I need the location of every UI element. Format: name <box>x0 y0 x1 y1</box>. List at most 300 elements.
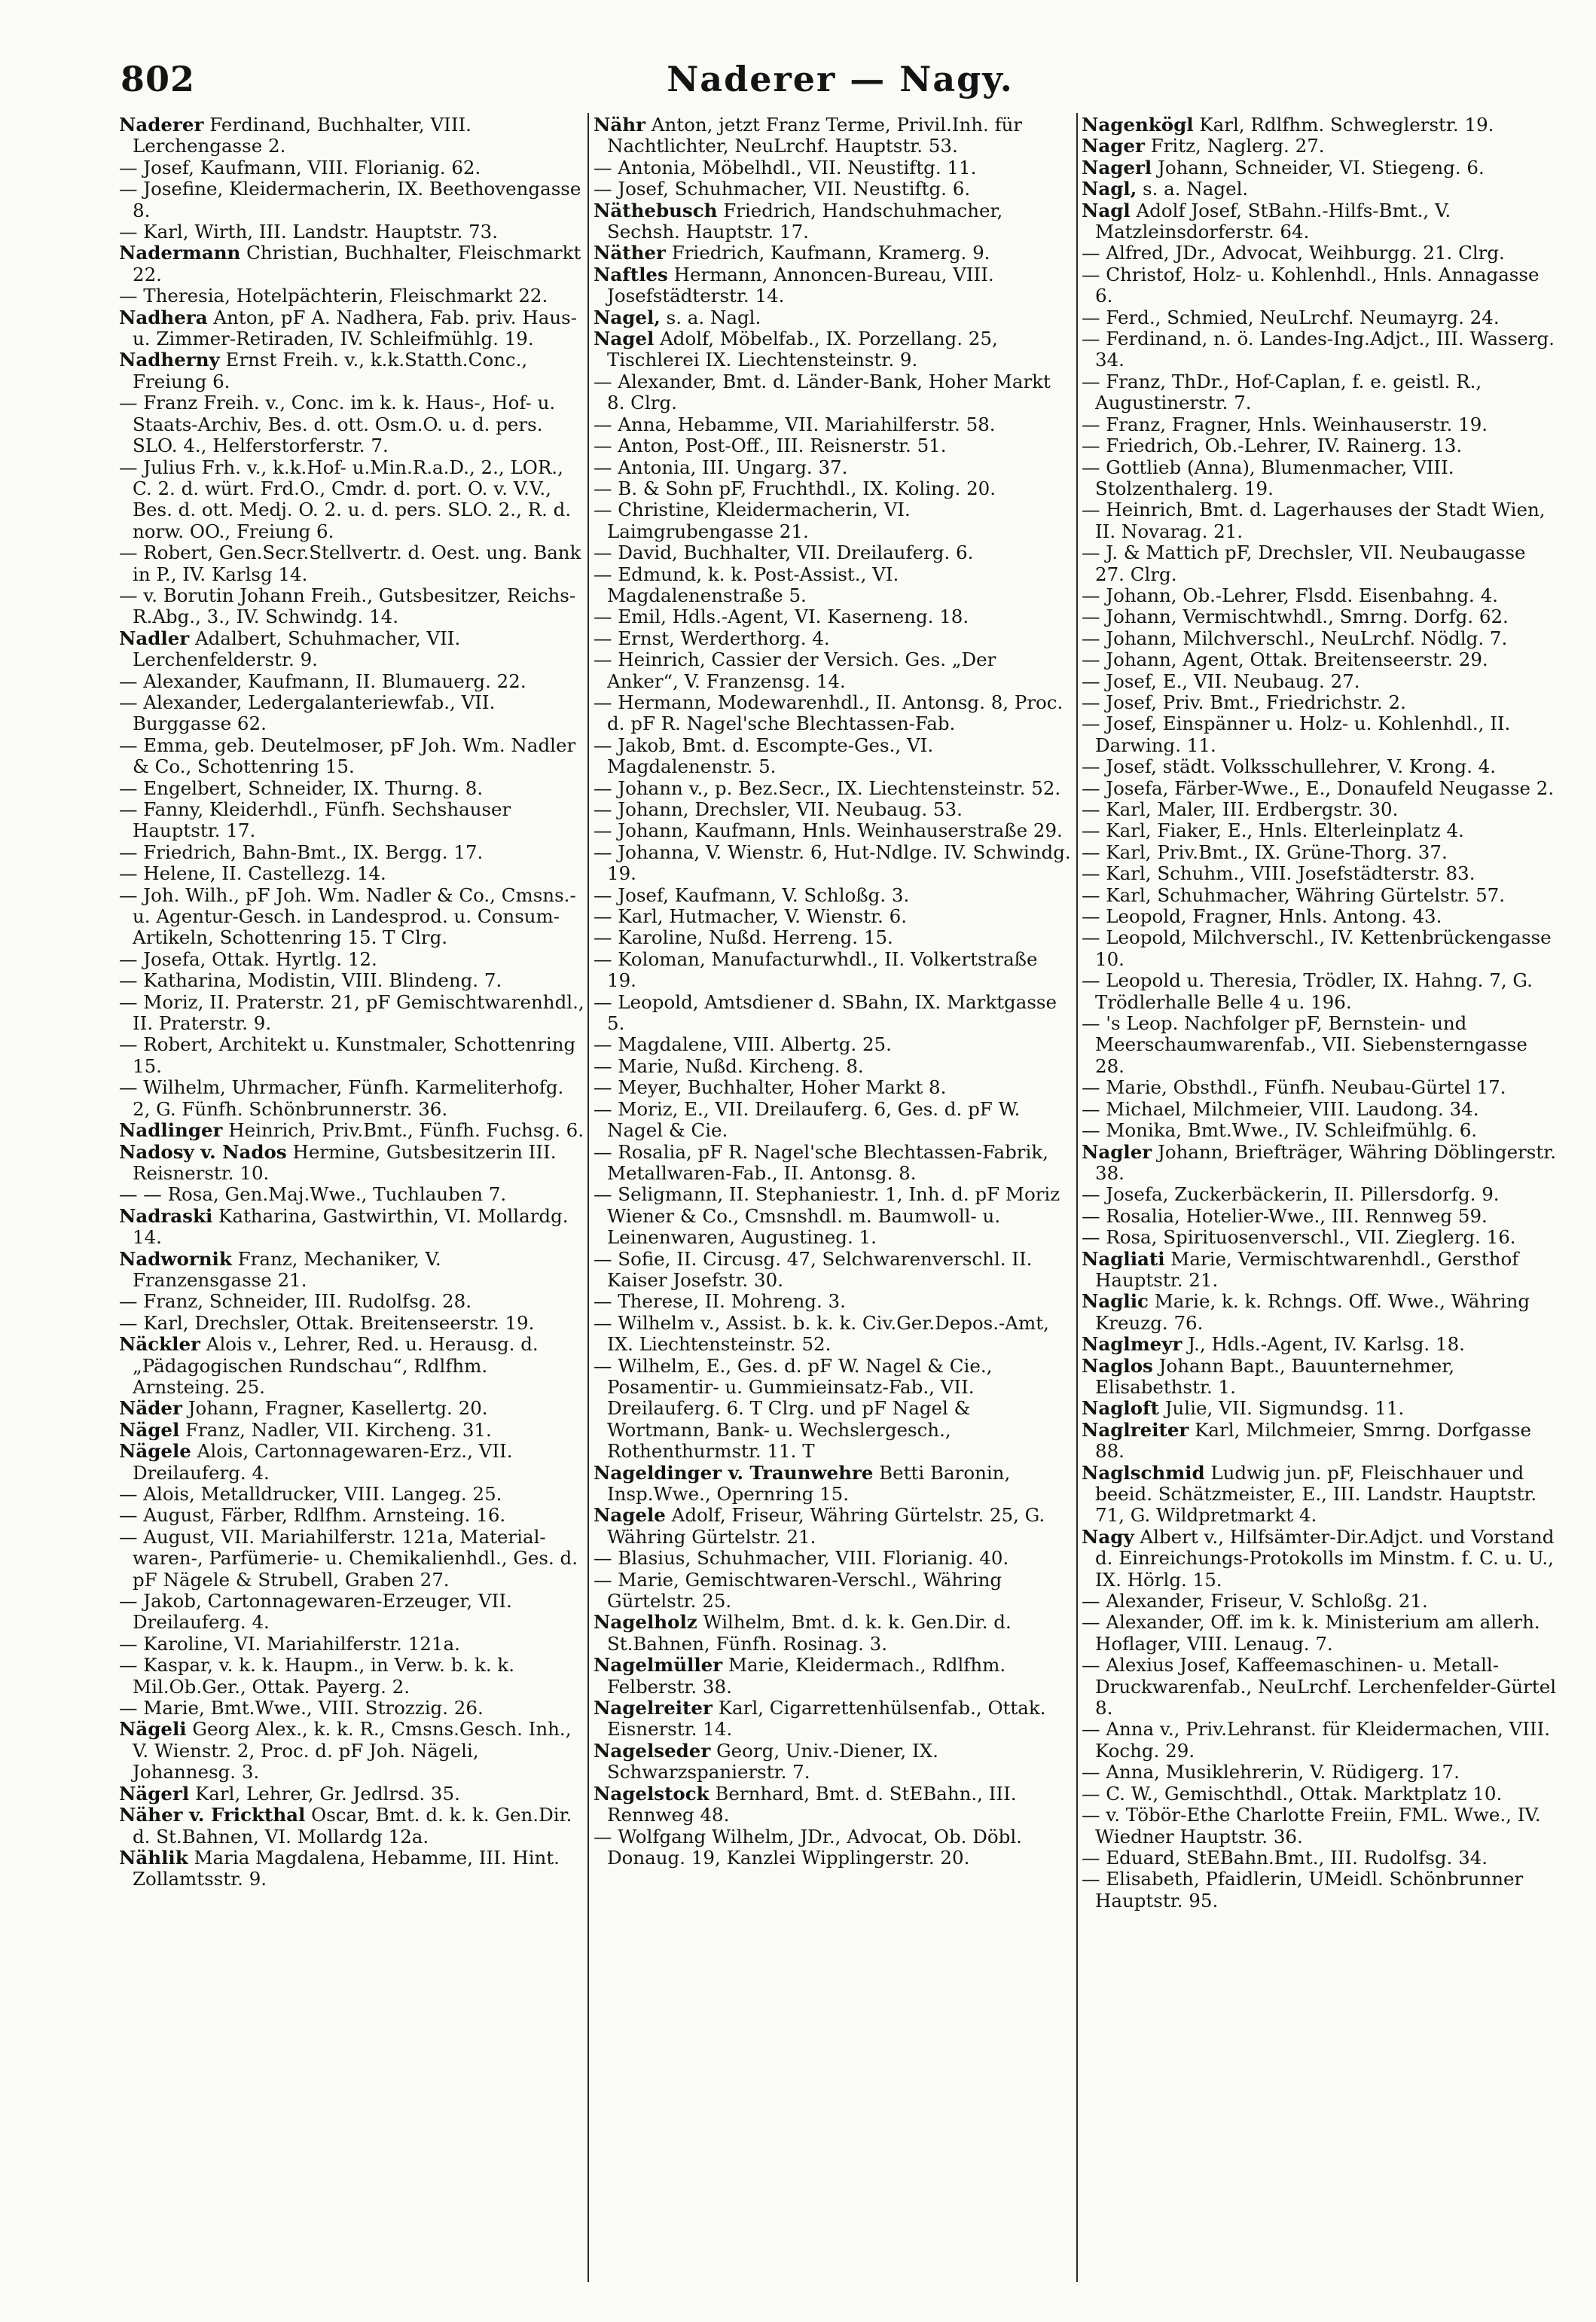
entry-details: — Therese, II. Mohreng. 3. <box>594 1290 846 1313</box>
directory-entry <box>119 1441 584 1484</box>
directory-entry <box>1082 457 1561 500</box>
entry-details: — Eduard, StEBahn.Bmt., III. Rudolfsg. 34. <box>1082 1846 1488 1869</box>
entry-details: s. a. Nagel. <box>1137 178 1249 200</box>
running-head: Naderer — Nagy. <box>667 59 1014 99</box>
entry-details: — Josef, städt. Volksschullehrer, V. Krong. 4. <box>1082 755 1497 778</box>
entry-details: — Karl, Wirth, III. Landstr. Hauptstr. 73. <box>119 221 499 243</box>
entry-details: Fritz, Naglerg. 27. <box>1144 135 1325 157</box>
directory-entry <box>594 735 1073 778</box>
entry-details: — Engelbert, Schneider, IX. Thurng. 8. <box>119 777 484 799</box>
entry-details: — Robert, Gen.Secr.Stellvertr. d. Oest. ung. Bank in P., IV. Karlsg 14. <box>119 542 581 585</box>
directory-entry <box>119 842 584 863</box>
directory-entry <box>1082 1762 1561 1783</box>
directory-entry <box>1082 1013 1561 1077</box>
entry-details: — Marie, Gemischtwaren-Verschl., Währing Gürtelstr. 25. <box>594 1568 1002 1613</box>
entry-details: — Friedrich, Bahn-Bmt., IX. Bergg. 17. <box>119 841 484 863</box>
directory-entry <box>1082 799 1561 820</box>
entry-details: — Antonia, Möbelhdl., VII. Neustiftg. 11. <box>594 156 977 178</box>
entry-details: J., Hdls.-Agent, IV. Karlsg. 18. <box>1182 1333 1465 1356</box>
entry-details: — Karl, Schuhmacher, Währing Gürtelstr. 57. <box>1082 883 1506 906</box>
entry-details: — v. Borutin Johann Freih., Gutsbesitzer, Reichs-R.Abg., 3., IV. Schwindg. 14. <box>119 584 576 628</box>
directory-entry <box>1082 692 1561 713</box>
directory-entry <box>1082 1227 1561 1248</box>
directory-entry <box>119 1077 584 1120</box>
entry-details: Marie, k. k. Rchngs. Off. Wwe., Währing Kreuzg. 76. <box>1095 1290 1530 1334</box>
entry-details: Hermine, Gutsbesitzerin III. Reisnerstr. 10. <box>133 1140 557 1184</box>
directory-entry <box>594 1291 1073 1312</box>
entry-details: — Josef, Kaufmann, VIII. Florianig. 62. <box>119 156 481 178</box>
directory-entry <box>119 1783 584 1805</box>
entry-details: — Karoline, Nußd. Herreng. 15. <box>594 926 893 949</box>
directory-entry <box>119 1206 584 1249</box>
entry-details: — Karl, Schuhm., VIII. Josefstädterstr. 83. <box>1082 862 1475 885</box>
directory-entry <box>1082 1805 1561 1848</box>
entry-details: Heinrich, Priv.Bmt., Fünfh. Fuchsg. 6. <box>222 1119 584 1142</box>
directory-entry <box>1082 1334 1561 1355</box>
directory-entry <box>594 542 1073 563</box>
directory-entry <box>119 1313 584 1334</box>
directory-entry <box>119 1034 584 1077</box>
directory-entry <box>594 1783 1073 1826</box>
entry-details: — David, Buchhalter, VII. Dreilauferg. 6. <box>594 542 974 564</box>
directory-entry <box>1082 307 1561 328</box>
directory-entry <box>119 778 584 799</box>
entry-surname: Näther <box>594 242 666 264</box>
page-header <box>121 59 1560 104</box>
entry-details: — Leopold, Milchverschl., IV. Kettenbrückengasse 10. <box>1082 926 1552 970</box>
directory-entry <box>119 949 584 970</box>
directory-entry <box>1082 628 1561 649</box>
directory-entry <box>594 778 1073 799</box>
directory-entry <box>1082 1120 1561 1141</box>
entry-surname: Nagelreiter <box>594 1697 713 1719</box>
entry-surname: Naglschmid <box>1082 1461 1205 1484</box>
directory-entry <box>119 243 584 285</box>
entry-surname: Nagy <box>1082 1525 1134 1548</box>
entry-details: Johann, Fragner, Kasellertg. 20. <box>182 1397 488 1420</box>
directory-entry <box>594 178 1073 200</box>
entry-details: — Leopold, Fragner, Hnls. Antong. 43. <box>1082 905 1442 928</box>
entry-details: — Josef, Kaufmann, V. Schloßg. 3. <box>594 883 910 906</box>
directory-entry <box>119 392 584 456</box>
directory-entry <box>594 927 1073 948</box>
entry-details: Adolf, Möbelfab., IX. Porzellang. 25, Tischlerei IX. Liechtensteinstr. 9. <box>607 328 998 371</box>
entry-details: — Emil, Hdls.-Agent, VI. Kaserneng. 18. <box>594 606 969 628</box>
entry-surname: Nadhera <box>119 306 208 328</box>
entry-details: — Johann, Vermischtwhdl., Smrng. Dorfg. 62. <box>1082 606 1509 628</box>
directory-entry <box>119 799 584 842</box>
directory-entry <box>594 1034 1073 1055</box>
directory-entry <box>1082 906 1561 927</box>
directory-entry <box>1082 328 1561 371</box>
entry-details: — Johann, Drechsler, VII. Neubaug. 53. <box>594 798 963 820</box>
entry-details: — Rosalia, Hotelier-Wwe., III. Rennweg 59. <box>1082 1204 1488 1227</box>
directory-entry <box>594 371 1073 414</box>
directory-entry <box>594 264 1073 307</box>
entry-details: — Rosa, Spirituosenverschl., VII. Zieglerg. 16. <box>1082 1226 1516 1249</box>
directory-entry <box>594 692 1073 735</box>
entry-details: — Christof, Holz- u. Kohlenhdl., Hnls. Annagasse 6. <box>1082 263 1540 307</box>
entry-surname: Nagel, <box>594 306 661 328</box>
entry-details: Bernhard, Bmt. d. StEBahn., III. Rennweg 48. <box>607 1782 1017 1826</box>
entry-details: Georg Alex., k. k. R., Cmsns.Gesch. Inh., V. Wienstr. 2, Proc. d. pF Joh. Nägeli, Johannesg. 3. <box>133 1718 572 1783</box>
directory-entry <box>1082 1206 1561 1227</box>
directory-entry <box>119 1698 584 1719</box>
entry-surname: Nagl, <box>1082 178 1137 200</box>
entry-details: Oscar, Bmt. d. k. k. Gen.Dir. d. St.Bahnen, VI. Mollardg 12a. <box>133 1804 572 1848</box>
entry-details: — Robert, Architekt u. Kunstmaler, Schottenring 15. <box>119 1033 576 1077</box>
entry-details: Johann Bapt., Bauunternehmer, Elisabethstr. 1. <box>1095 1354 1455 1398</box>
directory-entry <box>119 221 584 243</box>
directory-entry <box>119 671 584 692</box>
entry-details: — Elisabeth, Pfaidlerin, UMeidl. Schönbrunner Hauptstr. 95. <box>1082 1868 1524 1912</box>
entry-details: Franz, Mechaniker, V. Franzensgasse 21. <box>133 1247 441 1291</box>
entry-details: — Alexander, Bmt. d. Länder-Bank, Hoher Markt 8. Clrg. <box>594 370 1051 414</box>
directory-entry <box>1082 178 1561 200</box>
entry-details: — Karl, Hutmacher, V. Wienstr. 6. <box>594 905 907 928</box>
entry-details: — August, VII. Mariahilferstr. 121a, Material-waren-, Parfümerie- u. Chemikalienhdl., Ges. d. pF Nägele & Strubell, Graben 27. <box>119 1525 578 1591</box>
directory-entry <box>594 1655 1073 1698</box>
directory-entry <box>119 1249 584 1292</box>
entry-details: Ludwig jun. pF, Fleischhauer und beeid. Schätzmeister, E., III. Landstr. Hauptstr. 71, G. Wildpretmarkt 4. <box>1095 1461 1537 1527</box>
directory-entry <box>594 885 1073 906</box>
entry-surname: Nagl <box>1082 199 1131 221</box>
entry-surname: Nählik <box>119 1846 188 1869</box>
entry-details: — — Rosa, Gen.Maj.Wwe., Tuchlauben 7. <box>119 1183 507 1206</box>
entry-surname: Nähr <box>594 114 645 136</box>
directory-entry <box>1082 157 1561 178</box>
directory-entry <box>594 992 1073 1035</box>
directory-entry <box>1082 1420 1561 1463</box>
entry-details: — Gottlieb (Anna), Blumenmacher, VIII. Stolzenthalerg. 19. <box>1082 456 1454 499</box>
directory-entry <box>594 1184 1073 1248</box>
directory-entry <box>119 307 584 350</box>
entry-details: — Karl, Drechsler, Ottak. Breitenseerstr. 19. <box>119 1311 535 1334</box>
directory-entry <box>594 649 1073 692</box>
entry-details: — Leopold, Amtsdiener d. SBahn, IX. Marktgasse 5. <box>594 990 1057 1035</box>
entry-details: s. a. Nagl. <box>660 306 761 328</box>
directory-entry <box>1082 1612 1561 1655</box>
directory-entry <box>1082 585 1561 606</box>
entry-surname: Nadler <box>119 627 190 649</box>
directory-entry <box>119 1398 584 1419</box>
entry-details: — C. W., Gemischthdl., Ottak. Marktplatz 10. <box>1082 1782 1503 1805</box>
entry-details: — Wilhelm, Uhrmacher, Fünfh. Karmeliterhofg. 2, G. Fünfh. Schönbrunnerstr. 36. <box>119 1076 564 1120</box>
entry-details: — Karl, Fiaker, E., Hnls. Elterleinplatz 4. <box>1082 819 1464 842</box>
entry-details: — Karl, Maler, III. Erdbergstr. 30. <box>1082 798 1399 820</box>
directory-entry <box>1082 778 1561 799</box>
entry-details: — Wolfgang Wilhelm, JDr., Advocat, Ob. Döbl. Donaug. 19, Kanzlei Wipplingerstr. 20. <box>594 1825 1022 1869</box>
entry-details: — Johanna, V. Wienstr. 6, Hut-Ndlge. IV. Schwindg. 19. <box>594 841 1071 885</box>
entry-details: — 's Leop. Nachfolger pF, Bernstein- und Meerschaumwarenfab., VII. Siebensterngasse 28. <box>1082 1012 1527 1077</box>
page-number: 802 <box>121 59 196 99</box>
entry-surname: Naglreiter <box>1082 1418 1189 1441</box>
entry-details: — Alexander, Friseur, V. Schloßg. 21. <box>1082 1590 1428 1613</box>
entry-surname: Nager <box>1082 135 1145 157</box>
directory-entry <box>1082 1783 1561 1805</box>
entry-details: Albert v., Hilfsämter-Dir.Adjct. und Vorstand d. Einreichungs-Protokolls im Minstm. f. C. u. U., IX. Hörlg. 15. <box>1095 1525 1555 1591</box>
entry-details: — Kaspar, v. k. k. Haupm., in Verw. b. k. k. Mil.Ob.Ger., Ottak. Payerg. 2. <box>119 1654 515 1698</box>
entry-details: — Sofie, II. Circusg. 47, Selchwarenverschl. II. Kaiser Josefstr. 30. <box>594 1247 1033 1291</box>
entry-surname: Nägele <box>119 1440 191 1463</box>
entry-details: — Jakob, Cartonnagewaren-Erzeuger, VII. Dreilauferg. 4. <box>119 1590 512 1634</box>
directory-entry <box>119 1184 584 1205</box>
entry-surname: Nagenkögl <box>1082 114 1194 136</box>
entry-surname: Nagelstock <box>594 1782 710 1805</box>
directory-entry <box>1082 820 1561 841</box>
entry-details: — Anna, Musiklehrerin, V. Rüdigerg. 17. <box>1082 1761 1460 1783</box>
directory-entry <box>1082 1184 1561 1205</box>
entry-details: — Antonia, III. Ungarg. 37. <box>594 456 848 478</box>
directory-entry <box>594 414 1073 435</box>
entry-details: Julie, VII. Sigmundsg. 11. <box>1158 1397 1405 1420</box>
entry-details: — Heinrich, Bmt. d. Lagerhauses der Stadt Wien, II. Novarag. 21. <box>1082 499 1546 542</box>
entry-surname: Nadlinger <box>119 1119 223 1142</box>
entry-details: Adalbert, Schuhmacher, VII. Lerchenfelderstr. 9. <box>133 627 461 671</box>
entry-details: Karl, Lehrer, Gr. Jedlrsd. 35. <box>189 1782 460 1805</box>
directory-entry <box>1082 1291 1561 1334</box>
entry-surname: Nagele <box>594 1504 666 1527</box>
directory-entry <box>594 1249 1073 1292</box>
entry-details: — Franz, Fragner, Hnls. Weinhauserstr. 19. <box>1082 413 1488 435</box>
directory-entry <box>119 1505 584 1526</box>
directory-entry <box>594 1056 1073 1077</box>
entry-details: — Franz, ThDr., Hof-Caplan, f. e. geistl. R., Augustinerstr. 7. <box>1082 370 1482 414</box>
entry-details: — Alexander, Kaufmann, II. Blumauerg. 22. <box>119 670 526 692</box>
entry-details: Karl, Milchmeier, Smrng. Dorfgasse 88. <box>1095 1418 1531 1463</box>
entry-details: — Ferdinand, n. ö. Landes-Ing.Adjct., III. Wasserg. 34. <box>1082 328 1555 371</box>
directory-entry <box>1082 1527 1561 1591</box>
directory-entry <box>1082 1077 1561 1098</box>
directory-entry <box>1082 1719 1561 1762</box>
directory-entry <box>1082 542 1561 585</box>
directory-entry <box>594 1077 1073 1098</box>
directory-entry <box>594 564 1073 607</box>
entry-details: — Josefa, Färber-Wwe., E., Donaufeld Neugasse 2. <box>1082 777 1555 799</box>
directory-entry <box>594 906 1073 927</box>
directory-entry <box>1082 927 1561 970</box>
entry-surname: Naglos <box>1082 1354 1153 1377</box>
directory-entry <box>594 1356 1073 1463</box>
directory-entry <box>119 585 584 628</box>
directory-entry <box>119 1291 584 1312</box>
entry-details: Georg, Univ.-Diener, IX. Schwarzspanierstr. 7. <box>607 1739 938 1783</box>
entry-details: — Alexius Josef, Kaffeemaschinen- u. Metall-Druckwarenfab., NeuLrchf. Lerchenfelder-Gürtel 8. <box>1082 1654 1557 1719</box>
directory-entry <box>594 628 1073 649</box>
entry-details: Alois v., Lehrer, Red. u. Herausg. d. „Pädagogischen Rundschau“, Rdlfhm. Arnsteing. 25. <box>133 1333 539 1398</box>
entry-details: — August, Färber, Rdlfhm. Arnsteing. 16. <box>119 1504 506 1527</box>
entry-details: — Johann v., p. Bez.Secr., IX. Liechtensteinstr. 52. <box>594 777 1061 799</box>
entry-details: — Josefine, Kleidermacherin, IX. Beethovengasse 8. <box>119 178 581 221</box>
directory-entry <box>119 1805 584 1848</box>
entry-details: — Alfred, JDr., Advocat, Weihburgg. 21. Clrg. <box>1082 242 1505 264</box>
directory-entry <box>119 349 584 392</box>
entry-surname: Nagler <box>1082 1140 1152 1163</box>
entry-details: Ferdinand, Buchhalter, VIII. Lerchengasse 2. <box>133 114 471 157</box>
directory-entry <box>119 1719 584 1783</box>
entry-details: Franz, Nadler, VII. Kircheng. 31. <box>179 1418 492 1441</box>
entry-surname: Nagel <box>594 328 655 350</box>
entry-details: — Monika, Bmt.Wwe., IV. Schleifmühlg. 6. <box>1082 1119 1478 1142</box>
directory-entry <box>594 949 1073 992</box>
entry-surname: Nagerl <box>1082 156 1152 178</box>
directory-entry <box>1082 970 1561 1013</box>
directory-entry <box>1082 435 1561 456</box>
directory-entry <box>1082 114 1561 136</box>
directory-entry <box>594 1463 1073 1506</box>
entry-details: — Josef, E., VII. Neubaug. 27. <box>1082 670 1360 692</box>
entry-details: — Emma, geb. Deutelmoser, pF Joh. Wm. Nadler & Co., Schottenring 15. <box>119 734 576 778</box>
entry-surname: Naglmeyr <box>1082 1333 1183 1356</box>
entry-details: Christian, Buchhalter, Fleischmarkt 22. <box>133 242 581 285</box>
entry-details: Adolf Josef, StBahn.-Hilfs-Bmt., V. Matzleinsdorferstr. 64. <box>1095 199 1451 243</box>
entry-details: — Alexander, Off. im k. k. Ministerium am allerh. Hoflager, VIII. Lenaug. 7. <box>1082 1611 1540 1655</box>
directory-entry <box>1082 885 1561 906</box>
entry-details: — Jakob, Bmt. d. Escompte-Ges., VI. Magdalenenstr. 5. <box>594 734 934 778</box>
directory-entry <box>1082 200 1561 243</box>
entry-details: — Ferd., Schmied, NeuLrchf. Neumayrg. 24. <box>1082 306 1500 328</box>
entry-details: — J. & Mattich pF, Drechsler, VII. Neubaugasse 27. Clrg. <box>1082 542 1526 585</box>
directory-entry <box>119 157 584 178</box>
entry-surname: Nageldinger v. Traunwehre <box>594 1461 874 1484</box>
directory-entry <box>594 157 1073 178</box>
entry-details: — Heinrich, Cassier der Versich. Ges. „Der Anker“, V. Franzensg. 14. <box>594 648 996 692</box>
directory-entry <box>594 1142 1073 1185</box>
entry-surname: Nadherny <box>119 349 220 371</box>
directory-entry <box>594 1826 1073 1869</box>
entry-details: Alois, Cartonnagewaren-Erz., VII. Dreilauferg. 4. <box>133 1440 513 1484</box>
directory-entry <box>594 1548 1073 1569</box>
entry-details: — Alois, Metalldrucker, VIII. Langeg. 25. <box>119 1483 502 1505</box>
entry-details: — Friedrich, Ob.-Lehrer, IV. Rainerg. 13. <box>1082 435 1463 457</box>
directory-entry <box>119 1120 584 1141</box>
entry-details: — Theresia, Hotelpächterin, Fleischmarkt 22. <box>119 285 548 307</box>
directory-entry <box>1082 243 1561 264</box>
directory-entry <box>594 435 1073 456</box>
entry-surname: Näder <box>119 1397 182 1420</box>
entry-surname: Nagelmüller <box>594 1654 723 1677</box>
directory-entry <box>594 200 1073 243</box>
entry-surname: Nägerl <box>119 1782 190 1805</box>
column-2 <box>594 114 1073 2284</box>
entry-details: — Rosalia, pF R. Nagel'sche Blechtassen-Fabrik, Metallwaren-Fab., II. Antonsg. 8. <box>594 1140 1048 1184</box>
entry-details: — Josefa, Ottak. Hyrtlg. 12. <box>119 947 377 970</box>
entry-details: — Blasius, Schuhmacher, VIII. Florianig. 40. <box>594 1547 1009 1570</box>
entry-surname: Näckler <box>119 1333 200 1356</box>
directory-entry <box>594 1313 1073 1356</box>
entry-details: — Franz, Schneider, III. Rudolfsg. 28. <box>119 1290 472 1313</box>
entry-surname: Naglic <box>1082 1290 1149 1313</box>
entry-surname: Nägeli <box>119 1718 187 1741</box>
directory-entry <box>119 992 584 1035</box>
entry-details: — Wilhelm, E., Ges. d. pF W. Nagel & Cie., Posamentir- u. Gummieinsatz-Fab., VII. Dreilauferg. 6. T Clrg. und pF Nagel & Wortmann, Bank- u. Wechslergesch., Rothenthurmstr. 11. T <box>594 1354 993 1463</box>
entry-details: — Hermann, Modewarenhdl., II. Antonsg. 8, Proc. d. pF R. Nagel'sche Blechtassen-Fab. <box>594 691 1063 735</box>
entry-details: — Marie, Nußd. Kircheng. 8. <box>594 1054 864 1077</box>
directory-entry <box>119 1634 584 1655</box>
directory-entry <box>594 457 1073 478</box>
entry-details: — Moriz, II. Praterstr. 21, pF Gemischtwarenhdl., II. Praterstr. 9. <box>119 990 584 1035</box>
entry-details: Anton, pF A. Nadhera, Fab. priv. Haus- u. Zimmer-Retiraden, IV. Schleifmühlg. 19. <box>133 306 577 350</box>
entry-details: — Josefa, Zuckerbäckerin, II. Pillersdorfg. 9. <box>1082 1183 1500 1206</box>
entry-details: — Fanny, Kleiderhdl., Fünfh. Sechshauser Hauptstr. 17. <box>119 798 511 842</box>
entry-details: — Josef, Einspänner u. Holz- u. Kohlenhdl., II. Darwing. 11. <box>1082 712 1511 756</box>
entry-details: — Leopold u. Theresia, Trödler, IX. Hahng. 7, G. Trödlerhalle Belle 4 u. 196. <box>1082 969 1533 1013</box>
entry-details: Anton, jetzt Franz Terme, Privil.Inh. für Nachtlichter, NeuLrchf. Hauptstr. 53. <box>607 114 1023 157</box>
directory-entry <box>1082 649 1561 670</box>
entry-details: — Karl, Priv.Bmt., IX. Grüne-Thorg. 37. <box>1082 841 1448 863</box>
entry-surname: Naftles <box>594 263 668 285</box>
entry-details: — Josef, Schuhmacher, VII. Neustiftg. 6. <box>594 178 971 200</box>
entry-surname: Nadermann <box>119 242 241 264</box>
directory-entry <box>594 243 1073 264</box>
entry-surname: Nadosy v. Nados <box>119 1140 287 1163</box>
column-1 <box>119 114 584 2284</box>
entry-details: — Helene, II. Castellezg. 14. <box>119 862 386 885</box>
entry-surname: Nagelholz <box>594 1611 697 1634</box>
directory-entry <box>594 842 1073 885</box>
directory-entry <box>1082 1249 1561 1292</box>
directory-entry <box>119 1484 584 1505</box>
directory-entry <box>119 1591 584 1634</box>
entry-details: — Anton, Post-Off., III. Reisnerstr. 51. <box>594 435 947 457</box>
directory-entry <box>594 499 1073 542</box>
entry-details: — Anna, Hebamme, VII. Mariahilferstr. 58. <box>594 413 996 435</box>
directory-entry <box>594 799 1073 820</box>
directory-entry <box>119 1334 584 1398</box>
directory-entry <box>119 1655 584 1698</box>
directory-entry <box>1082 414 1561 435</box>
entry-details: Friedrich, Kaufmann, Kramerg. 9. <box>665 242 990 264</box>
directory-entry <box>594 307 1073 328</box>
entry-surname: Nägel <box>119 1418 180 1441</box>
entry-details: — Seligmann, II. Stephaniestr. 1, Inh. d. pF Moriz Wiener & Co., Cmsnshdl. m. Baumwoll- u. Leinenwaren, Augustineg. 1. <box>594 1183 1060 1249</box>
directory-entry <box>594 1612 1073 1655</box>
entry-details: — Meyer, Buchhalter, Hoher Markt 8. <box>594 1076 947 1099</box>
directory-entry <box>119 692 584 735</box>
entry-details: — Josef, Priv. Bmt., Friedrichstr. 2. <box>1082 691 1406 713</box>
directory-entry <box>1082 1142 1561 1185</box>
directory-entry <box>1082 1848 1561 1869</box>
entry-details: Katharina, Gastwirthin, VI. Mollardg. 14. <box>133 1204 569 1249</box>
directory-entry <box>594 1698 1073 1741</box>
directory-entry <box>1082 264 1561 307</box>
entry-surname: Nagelseder <box>594 1739 711 1762</box>
directory-entry <box>119 628 584 671</box>
directory-entry <box>1082 842 1561 863</box>
entry-details: — Edmund, k. k. Post-Assist., VI. Magdalenenstraße 5. <box>594 563 899 606</box>
directory-entry <box>594 820 1073 841</box>
entry-details: — B. & Sohn pF, Fruchthdl., IX. Koling. 20. <box>594 477 996 499</box>
entry-details: Marie, Kleidermach., Rdlfhm. Felberstr. 38. <box>607 1654 1006 1698</box>
directory-entry <box>119 1420 584 1441</box>
directory-entry <box>119 1527 584 1591</box>
entry-details: — Franz Freih. v., Conc. im k. k. Haus-, Hof- u. Staats-Archiv, Bes. d. ott. Osm.O. u. d. pers. SLO. 4., Helferstorferstr. 7. <box>119 392 556 457</box>
directory-entry <box>1082 1591 1561 1612</box>
entry-details: Adolf, Friseur, Währing Gürtelstr. 25, G. Währing Gürtelstr. 21. <box>607 1504 1045 1548</box>
entry-surname: Nadwornik <box>119 1247 232 1270</box>
directory-entry <box>119 863 584 884</box>
entry-details: — Johann, Agent, Ottak. Breitenseerstr. 29. <box>1082 648 1488 671</box>
entry-surname: Näthebusch <box>594 199 718 221</box>
directory-entry <box>119 885 584 949</box>
entry-details: Ernst Freih. v., k.k.Statth.Conc., Freiung 6. <box>133 349 528 392</box>
entry-details: — Marie, Bmt.Wwe., VIII. Strozzig. 26. <box>119 1697 484 1719</box>
entry-details: — Julius Frh. v., k.k.Hof- u.Min.R.a.D., 2., LOR., C. 2. d. würt. Frd.O., Cmdr. d. port. O. v. V.V., Bes. d. ott. Medj. O. 2. u. d. pers. SLO. 2., R. d. norw. OO., Freiung 6. <box>119 456 572 542</box>
entry-details: — Koloman, Manufacturwhdl., II. Volkertstraße 19. <box>594 947 1038 992</box>
entry-details: — Joh. Wilh., pF Joh. Wm. Nadler & Co., Cmsns.- u. Agentur-Gesch. in Landesprod. u. Consum-Artikeln, Schottenring 15. T Clrg. <box>119 883 576 949</box>
entry-details: — Christine, Kleidermacherin, VI. Laimgrubengasse 21. <box>594 499 911 542</box>
directory-entry <box>594 328 1073 371</box>
